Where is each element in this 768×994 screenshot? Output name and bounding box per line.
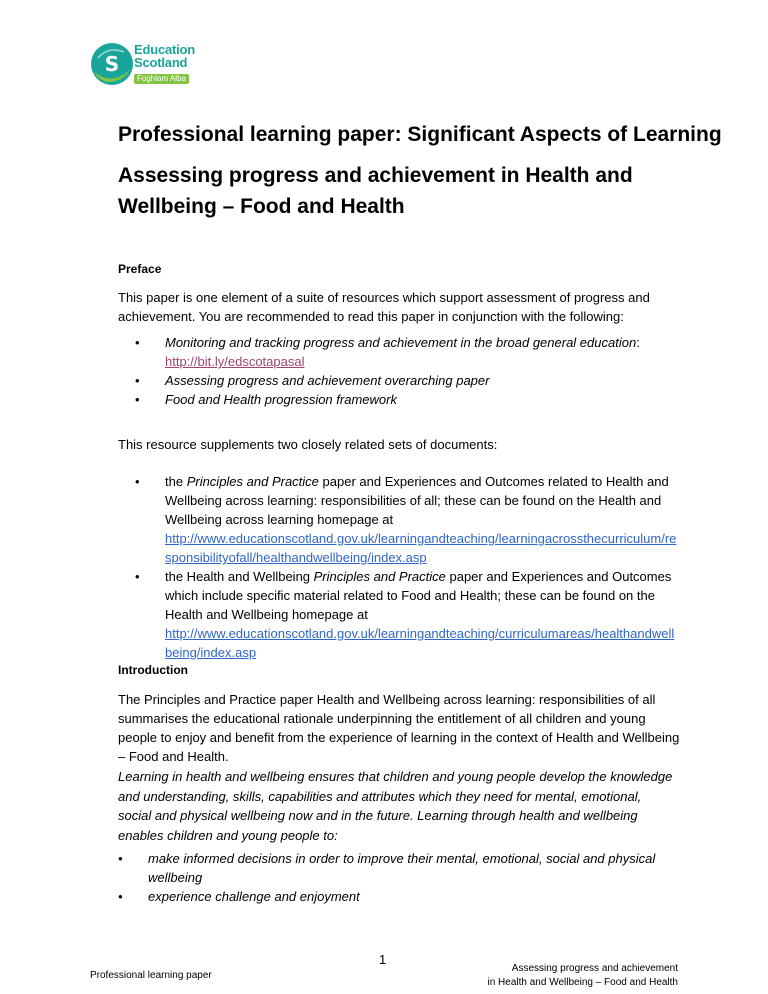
bullet-icon: • <box>118 851 123 866</box>
footer-right-line-1: Assessing progress and achievement <box>511 963 678 974</box>
education-scotland-logo <box>90 38 200 88</box>
list-item <box>118 887 678 906</box>
supplement-intro: This resource supplements two closely related sets of documents: <box>118 437 498 452</box>
list-item-title: Assessing progress and achievement overarching paper <box>165 373 490 388</box>
list-item <box>135 472 677 567</box>
bullet-icon: • <box>135 373 140 388</box>
health-wellbeing-across-learning-link[interactable]: http://www.educationscotland.gov.uk/learningandteaching/learningacrossthecurriculum/responsibilityofall/healthandwellbeing/index.asp <box>165 531 677 565</box>
list-item <box>135 333 695 371</box>
list-item-suffix: : <box>636 335 640 350</box>
logo-wordmark <box>134 43 195 85</box>
list-item-title: Food and Health progression framework <box>165 392 397 407</box>
list-item-text: make informed decisions in order to improve their mental, emotional, social and physical wellbeing <box>148 851 656 885</box>
supplement-list <box>135 472 677 662</box>
document-title: Professional learning paper: Significant Aspects of Learning <box>118 123 722 146</box>
bullet-icon: • <box>135 335 140 350</box>
logo-line-1: Education <box>134 42 196 57</box>
list-item <box>135 371 695 390</box>
bullet-icon: • <box>135 474 140 489</box>
health-wellbeing-homepage-link[interactable]: http://www.educationscotland.gov.uk/learningandteaching/curriculumareas/healthandwellbeing/index.asp <box>165 626 675 660</box>
bullet-icon: • <box>118 889 123 904</box>
svg-text:S: S <box>104 52 120 76</box>
footer-left: Professional learning paper <box>90 970 212 981</box>
logo-mark-icon <box>90 42 134 86</box>
introduction-heading: Introduction <box>118 663 188 677</box>
bullet-icon: • <box>135 569 140 584</box>
preface-list <box>135 333 695 409</box>
preface-intro: This paper is one element of a suite of resources which support assessment of progress and achievement. You are recommended to read this paper in conjunction with the following: <box>118 290 650 324</box>
bullet-icon: • <box>135 392 140 407</box>
list-item-pre: the Health and Wellbeing <box>165 569 314 584</box>
list-item-title: Monitoring and tracking progress and achievement in the broad general education <box>165 335 637 350</box>
list-item <box>135 390 695 409</box>
logo-line-3: Foghlam Alba <box>134 74 189 84</box>
page-number: 1 <box>379 952 387 967</box>
list-item <box>135 567 677 662</box>
list-item-text: experience challenge and enjoyment <box>148 889 360 904</box>
edscot-short-link[interactable]: http://bit.ly/edscotapasal <box>165 354 305 369</box>
introduction-paragraph: The Principles and Practice paper Health and Wellbeing across learning: responsibilities of all summarises the educational rationale underpinning the entitlement of all children and young people to enjoy and benefit from the experience of learning in the context of Health and Wellbeing – Food and Health. <box>118 692 680 764</box>
list-item-pre: the <box>165 474 187 489</box>
quote-list <box>118 849 678 906</box>
footer-right-line-2: in Health and Wellbeing – Food and Health <box>487 977 678 988</box>
list-item-post: paper and Experiences and Outcomes related to Health and Wellbeing across learning: responsibilities of all; these can be found on the Health and Wellbeing across learning homepage at <box>165 474 669 527</box>
list-item <box>118 849 678 887</box>
footer-right <box>488 962 679 990</box>
list-item-italic: Principles and Practice <box>313 569 446 584</box>
list-item-italic: Principles and Practice <box>186 474 319 489</box>
document-subtitle: Assessing progress and achievement in Health and Wellbeing – Food and Health <box>118 164 633 218</box>
preface-heading: Preface <box>118 262 162 276</box>
logo-line-2: Scotland <box>134 55 188 70</box>
list-item-post: paper and Experiences and Outcomes which include specific material related to Food and Health; these can be found on the Health and Wellbeing homepage at <box>165 569 672 622</box>
introduction-quote: Learning in health and wellbeing ensures that children and young people develop the knowledge and understanding, skills, capabilities and attributes which they need for mental, emotional, social and physical wellbeing now and in the future. Learning through health and wellbeing enables children and young people to: <box>118 769 673 843</box>
